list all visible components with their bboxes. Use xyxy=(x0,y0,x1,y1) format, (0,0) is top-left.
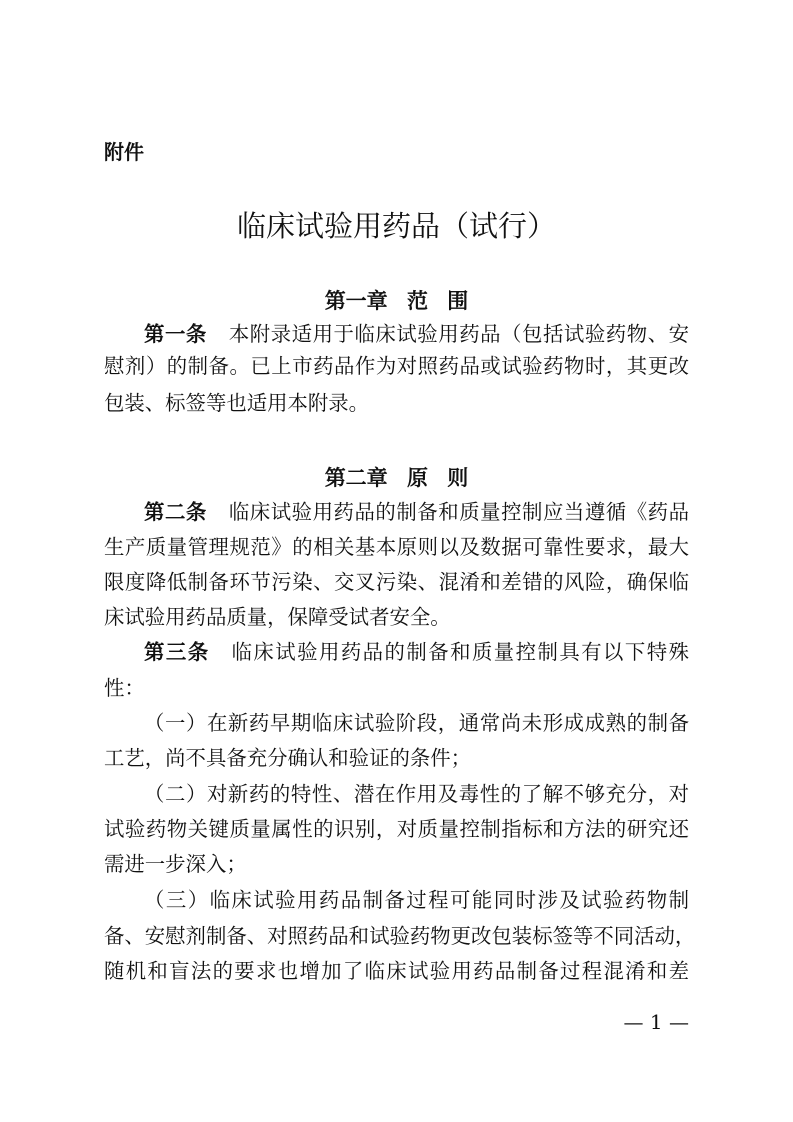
article-2-line-1: 第二条 临床试验用药品的制备和质量控制应当遵循《药品 xyxy=(144,500,689,524)
item-3-line-1: （三）临床试验用药品制备过程可能同时涉及试验药物制 xyxy=(144,888,689,912)
article-3-line-2: 性： xyxy=(104,676,145,700)
page-number: — 1 — xyxy=(623,1010,689,1034)
chapter-2-heading: 第二章 原 则 xyxy=(324,466,469,490)
article-1-line-3: 包装、标签等也适用本附录。 xyxy=(104,391,370,415)
article-2-line-2: 生产质量管理规范》的相关基本原则以及数据可靠性要求，最大 xyxy=(104,535,689,559)
item-2-line-3: 需进一步深入； xyxy=(104,852,247,876)
article-3-label: 第三条 xyxy=(144,640,210,664)
item-3-line-3: 随机和盲法的要求也增加了临床试验用药品制备过程混淆和差 xyxy=(104,959,689,983)
attachment-label: 附件 xyxy=(104,140,144,164)
item-1-line-2: 工艺，尚不具备充分确认和验证的条件； xyxy=(104,746,472,770)
article-3-line-1: 第三条 临床试验用药品的制备和质量控制具有以下特殊 xyxy=(144,640,690,664)
item-2-line-1: （二）对新药的特性、潜在作用及毒性的了解不够充分，对 xyxy=(144,782,689,806)
article-1-label: 第一条 xyxy=(144,322,207,346)
article-1-line-1: 第一条 本附录适用于临床试验用药品（包括试验药物、安 xyxy=(144,322,689,346)
article-2-label: 第二条 xyxy=(144,500,207,524)
article-1-line-2: 慰剂）的制备。已上市药品作为对照药品或试验药物时，其更改 xyxy=(104,354,689,378)
article-2-line-4: 床试验用药品质量，保障受试者安全。 xyxy=(104,605,451,629)
document-title: 临床试验用药品（试行） xyxy=(236,209,556,243)
item-3-line-2: 备、安慰剂制备、对照药品和试验药物更改包装标签等不同活动， xyxy=(104,924,696,948)
chapter-1-heading: 第一章 范 围 xyxy=(324,289,469,313)
item-1-line-1: （一）在新药早期临床试验阶段，通常尚未形成成熟的制备 xyxy=(144,711,689,735)
item-2-line-2: 试验药物关键质量属性的识别，对质量控制指标和方法的研究还 xyxy=(104,817,689,841)
article-2-line-3: 限度降低制备环节污染、交叉污染、混淆和差错的风险，确保临 xyxy=(104,570,689,594)
